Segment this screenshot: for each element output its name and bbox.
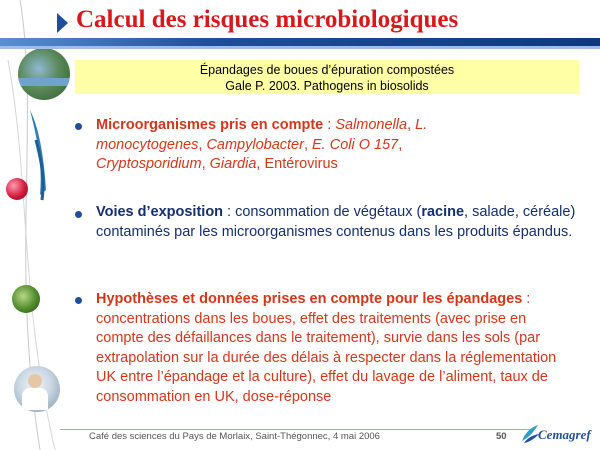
slide-title: Calcul des risques microbiologiques — [76, 6, 459, 33]
red-sphere-icon — [6, 178, 28, 200]
footer-divider — [60, 429, 530, 430]
bullet-heading: Hypothèses et données prises en compte pour les épandages — [96, 291, 523, 307]
lab-worker-photo-icon — [14, 366, 60, 412]
green-sphere-icon — [12, 285, 40, 313]
bullet-hypotheses: Hypothèses et données prises en compte pour les épandages : concentrations dans les boues, effet des traitements (avec prise en compte des défaillances dans le traitement), survie dans les sols (par extrapolation sur la durée des délais à respecter dans la réglementation UK entre l’épandage et la culture), effet du lavage de l’aliment, taux de consommation en UK, dose-réponse — [96, 291, 557, 405]
bullet-dot-icon — [75, 297, 82, 304]
subtitle-line-1: Épandages de boues d’épuration compostées — [199, 63, 455, 77]
logo-mark-icon — [520, 423, 540, 445]
subtitle-line-2: Gale P. 2003. Pathogens in biosolids — [225, 79, 429, 93]
cemagref-logo-icon — [520, 421, 600, 447]
header-bar-accent — [0, 46, 600, 49]
bullet-exposure: Voies d’exposition : consommation de végétaux (racine, salade, céréale) contaminés par les microorganismes contenus dans les produits épandus. — [96, 204, 576, 240]
bullet-microorganisms: Microorganismes pris en compte : Salmonella, L. monocytogenes, Campylobacter, E. Coli O 157, Cryptosporidium, Giardia, Entérovirus — [96, 117, 428, 172]
bullet-dot-icon — [75, 211, 82, 218]
page-number: 50 — [496, 431, 507, 442]
footer-text: Café des sciences du Pays de Morlaix, Saint-Thégonnec, 4 mai 2006 — [89, 431, 380, 442]
logo-text: Cemagref — [538, 427, 591, 442]
bullet-dot-icon — [75, 123, 82, 130]
title-arrow-icon — [57, 13, 68, 33]
bullet-heading: Microorganismes pris en compte — [96, 117, 324, 133]
subtitle-box — [75, 60, 579, 94]
header-bar — [0, 38, 600, 46]
bullet-heading: Voies d’exposition — [96, 204, 224, 220]
landscape-photo-icon — [18, 48, 70, 100]
